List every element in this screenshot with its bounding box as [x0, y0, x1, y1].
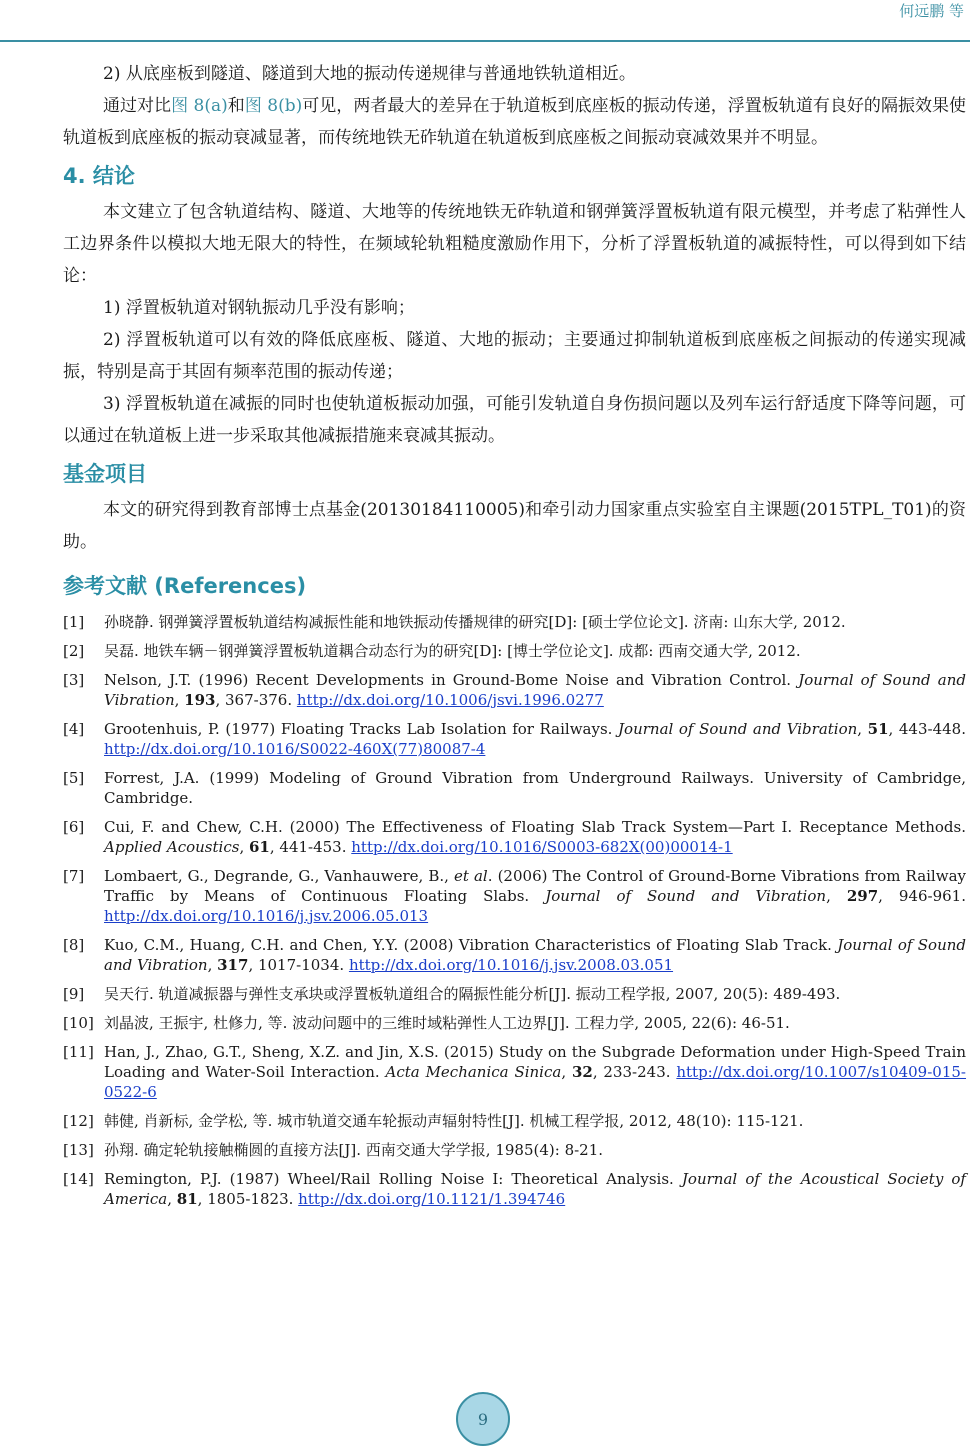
reference-item	[63, 641, 966, 661]
reference-doi-link[interactable]: http://dx.doi.org/10.1016/S0022-460X(77)80087-4	[104, 740, 486, 758]
reference-item	[63, 1140, 966, 1160]
reference-volume: 297	[846, 887, 879, 905]
reference-doi-link[interactable]: http://dx.doi.org/10.1016/j.jsv.2008.03.051	[348, 956, 674, 974]
reference-item	[63, 1169, 966, 1209]
reference-separator: ,	[561, 1063, 572, 1081]
reference-body	[104, 642, 801, 660]
reference-separator: ,	[857, 720, 868, 738]
reference-item	[63, 768, 966, 808]
reference-body	[104, 1170, 966, 1208]
reference-number: [11]	[63, 1043, 94, 1061]
reference-text: 刘晶波, 王振宇, 杜修力, 等. 波动问题中的三维时域粘弹性人工边界[J]. 工程力学, 2005, 22(6): 46-51.	[104, 1014, 790, 1032]
reference-body	[104, 1112, 803, 1130]
reference-body	[104, 720, 966, 758]
reference-text: Forrest, J.A. (1999) Modeling of Ground Vibration from Underground Railways. University of Cambridge, Cambridge.	[104, 769, 966, 807]
reference-separator: ,	[174, 691, 185, 709]
reference-number: [4]	[63, 720, 85, 738]
reference-pages: , 443-448.	[888, 720, 966, 738]
reference-body	[104, 936, 966, 974]
reference-body	[104, 818, 966, 856]
reference-number: [10]	[63, 1014, 94, 1032]
reference-body	[104, 671, 966, 709]
reference-item	[63, 817, 966, 857]
comparison-paragraph	[63, 90, 966, 154]
reference-pages: , 233-243.	[592, 1063, 677, 1081]
reference-number: [6]	[63, 818, 85, 836]
page-number-badge: 9	[456, 1392, 510, 1446]
reference-text: 吴磊. 地铁车辆－钢弹簧浮置板轨道耦合动态行为的研究[D]: [博士学位论文]. 成都: 西南交通大学, 2012.	[104, 642, 801, 660]
body-item-2: 2) 从底座板到隧道、隧道到大地的振动传递规律与普通地铁轨道相近。	[103, 64, 636, 84]
comparison-pre: 通过对比	[103, 96, 172, 116]
reference-citation: Grootenhuis, P. (1977) Floating Tracks Lab Isolation for Railways.	[104, 720, 619, 738]
reference-number: [2]	[63, 642, 85, 660]
reference-volume: 51	[867, 720, 889, 738]
header-divider	[0, 40, 970, 42]
reference-journal: Journal of Sound and Vibration	[545, 887, 827, 905]
reference-item	[63, 612, 966, 632]
reference-citation: Nelson, J.T. (1996) Recent Developments in Ground-Bome Noise and Vibration Control.	[104, 671, 799, 689]
funding-heading: 基金项目	[63, 462, 147, 486]
reference-text: 孙晓静. 钢弹簧浮置板轨道结构减振性能和地铁振动传播规律的研究[D]: [硕士学位论文]. 济南: 山东大学, 2012.	[104, 613, 846, 631]
reference-separator: ,	[826, 887, 847, 905]
reference-separator: ,	[207, 956, 218, 974]
reference-doi-link[interactable]: http://dx.doi.org/10.1007/s10409-015-0522-6	[104, 1063, 966, 1101]
reference-body	[104, 1014, 790, 1032]
reference-citation: Lombaert, G., Degrande, G., Vanhauwere, B.,	[104, 867, 454, 885]
reference-journal: Journal of Sound and Vibration	[104, 671, 967, 709]
reference-et-al: et al	[454, 867, 488, 885]
reference-number: [12]	[63, 1112, 94, 1130]
reference-number: [13]	[63, 1141, 94, 1159]
reference-item	[63, 1111, 966, 1131]
reference-journal: Acta Mechanica Sinica	[385, 1063, 562, 1081]
reference-body	[104, 613, 846, 631]
page-content	[63, 58, 966, 1218]
reference-body	[104, 1043, 966, 1101]
references-list	[63, 612, 966, 1209]
comparison-and: 和	[227, 96, 245, 116]
reference-doi-link[interactable]: http://dx.doi.org/10.1016/S0003-682X(00)00014-1	[351, 838, 733, 856]
reference-item	[63, 719, 966, 759]
reference-pages: , 441-453.	[269, 838, 352, 856]
conclusion-intro: 本文建立了包含轨道结构、隧道、大地等的传统地铁无砟轨道和钢弹簧浮置板轨道有限元模型，并考虑了粘弹性人工边界条件以模拟大地无限大的特性，在频域轮轨粗糙度激励作用下，分析了浮置板轨道的减振特性，可以得到如下结论：	[63, 202, 966, 286]
reference-citation: Kuo, C.M., Huang, C.H. and Chen, Y.Y. (2008) Vibration Characteristics of Floating Slab Track.	[104, 936, 838, 954]
reference-volume: 317	[217, 956, 249, 974]
reference-pages: , 367-376.	[215, 691, 297, 709]
reference-body	[104, 769, 966, 807]
reference-item	[63, 935, 966, 975]
reference-doi-link[interactable]: http://dx.doi.org/10.1121/1.394746	[298, 1190, 566, 1208]
reference-separator: ,	[239, 838, 249, 856]
reference-number: [5]	[63, 769, 85, 787]
reference-citation-cont: . (2006) The Control of Ground-Borne Vibrations from Railway Traffic by Means of Continuous Floating Slabs.	[104, 867, 966, 905]
reference-item	[63, 670, 966, 710]
figure-8b-link[interactable]: 图 8(b)	[244, 96, 303, 116]
comparison-post: 可见，两者最大的差异在于轨道板到底座板的振动传递，浮置板轨道有良好的隔振效果使轨道板到底座板的振动衰减显著，而传统地铁无砟轨道在轨道板到底座板之间振动衰减效果并不明显。	[63, 96, 967, 148]
reference-body	[104, 985, 840, 1003]
reference-volume: 32	[571, 1063, 593, 1081]
reference-journal: Journal of the Acoustical Society of America	[104, 1170, 966, 1208]
reference-volume: 193	[184, 691, 216, 709]
reference-journal: Journal of Sound and Vibration	[618, 720, 858, 738]
reference-item	[63, 984, 966, 1004]
reference-number: [3]	[63, 671, 85, 689]
reference-journal: Applied Acoustics	[104, 838, 240, 856]
references-heading: 参考文献 (References)	[63, 574, 307, 598]
reference-number: [8]	[63, 936, 85, 954]
reference-pages: , 1017-1034.	[248, 956, 349, 974]
reference-text: 韩健, 肖新标, 金学松, 等. 城市轨道交通车轮振动声辐射特性[J]. 机械工程学报, 2012, 48(10): 115-121.	[104, 1112, 804, 1130]
reference-number: [1]	[63, 613, 85, 631]
reference-number: [14]	[63, 1170, 94, 1188]
reference-body	[104, 1141, 603, 1159]
funding-text: 本文的研究得到教育部博士点基金(20130184110005)和牵引动力国家重点实验室自主课题(2015TPL_T01)的资助。	[63, 500, 966, 552]
reference-number: [9]	[63, 985, 85, 1003]
reference-item	[63, 1013, 966, 1033]
reference-citation: Remington, P.J. (1987) Wheel/Rail Rolling Noise I: Theoretical Analysis.	[104, 1170, 682, 1188]
reference-text: 吴天行. 轨道减振器与弹性支承块或浮置板轨道组合的隔振性能分析[J]. 振动工程学报, 2007, 20(5): 489-493.	[104, 985, 841, 1003]
reference-pages: , 946-961.	[878, 887, 966, 905]
reference-separator: ,	[167, 1190, 177, 1208]
reference-citation: Cui, F. and Chew, C.H. (2000) The Effectiveness of Floating Slab Track System—Part I. Receptance Methods.	[104, 818, 966, 836]
figure-8a-link[interactable]: 图 8(a)	[171, 96, 228, 116]
reference-text: 孙翔. 确定轮轨接触椭圆的直接方法[J]. 西南交通大学学报, 1985(4): 8-21.	[104, 1141, 604, 1159]
reference-item	[63, 866, 966, 926]
conclusion-item-1: 1) 浮置板轨道对钢轨振动几乎没有影响；	[103, 298, 415, 318]
conclusion-item-2: 2) 浮置板轨道可以有效的降低底座板、隧道、大地的振动；主要通过抑制轨道板到底座板之间振动的传递实现减振，特别是高于其固有频率范围的振动传递；	[63, 330, 966, 382]
reference-doi-link[interactable]: http://dx.doi.org/10.1016/j.jsv.2006.05.013	[104, 907, 429, 925]
reference-volume: 61	[248, 838, 270, 856]
reference-item	[63, 1042, 966, 1102]
reference-citation: Han, J., Zhao, G.T., Sheng, X.Z. and Jin, X.S. (2015) Study on the Subgrade Deformation under High-Speed Train Loading and Water-Soil Interaction.	[104, 1043, 966, 1081]
conclusion-item-3: 3) 浮置板轨道在减振的同时也使轨道板振动加强，可能引发轨道自身伤损问题以及列车运行舒适度下降等问题，可以通过在轨道板上进一步采取其他减振措施来衰减其振动。	[63, 394, 966, 446]
reference-volume: 81	[176, 1190, 198, 1208]
running-header-author: 何远鹏 等	[899, 2, 964, 20]
reference-number: [7]	[63, 867, 85, 885]
reference-body	[104, 867, 966, 925]
reference-journal: Journal of Sound and Vibration	[104, 936, 966, 974]
reference-doi-link[interactable]: http://dx.doi.org/10.1006/jsvi.1996.0277	[296, 691, 604, 709]
conclusion-heading: 4. 结论	[63, 164, 135, 188]
reference-pages: , 1805-1823.	[197, 1190, 299, 1208]
